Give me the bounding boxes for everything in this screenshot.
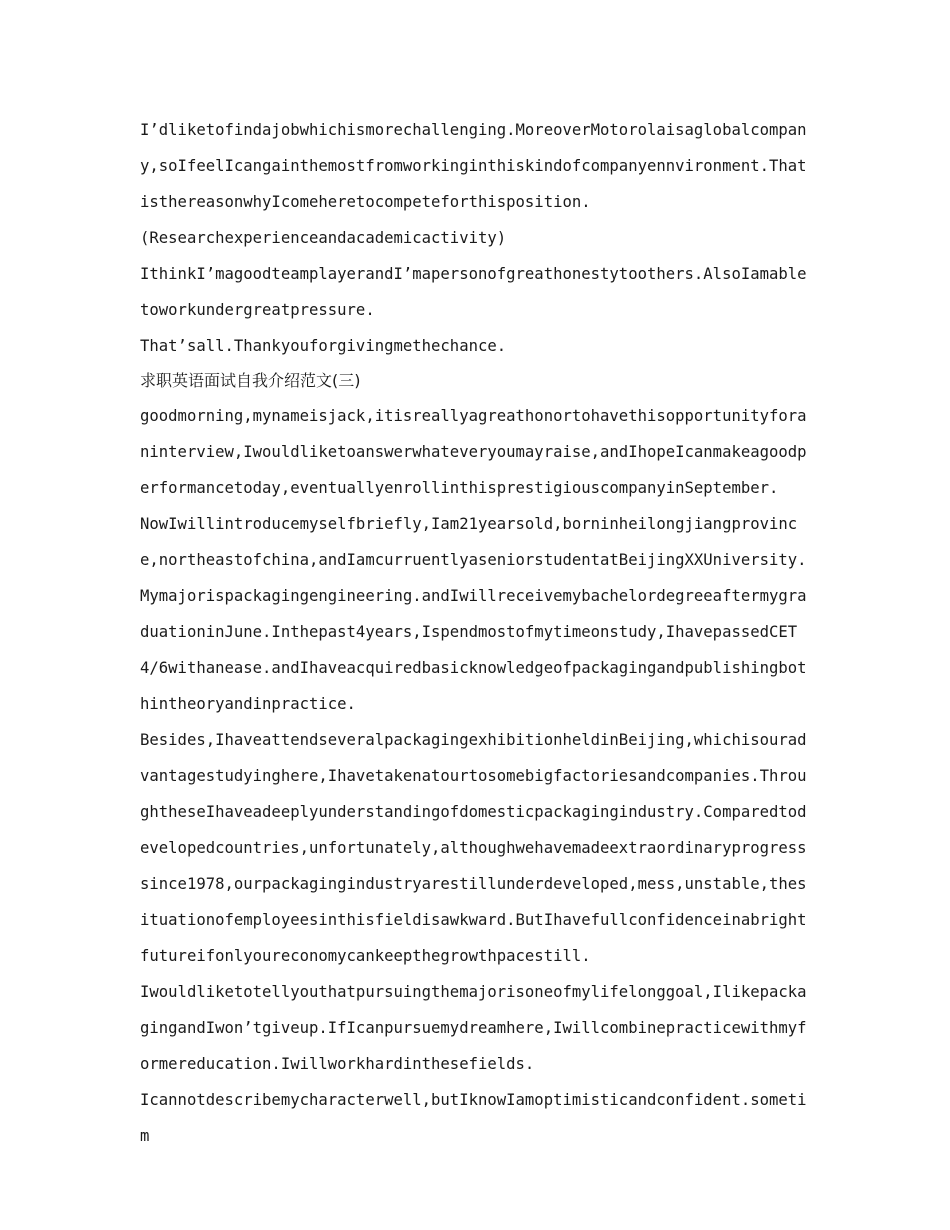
paragraph-goal: Iwouldliketotellyouthatpursuingthemajorisoneofmylifelonggoal,IlikepackagingandIwon’tgiveup.IfIcanpursuemydreamhere,Iwillcombinepracticewithmyformereducation.Iwillworkhardinthesefields. <box>140 983 807 1073</box>
paragraph-character: Icannotdescribemycharacterwell,butIknowIamoptimisticandconfident.sometim <box>140 1091 807 1145</box>
paragraph-closing: That’sall.Thankyouforgivingmethechance. <box>140 337 507 355</box>
paragraph-introduction: NowIwillintroducemyselfbriefly,Iam21yearsold,borninheilongjiangprovince,northeastofchina,andIamcurruentlyaseniorstudentatBeijingXXUniversity.Mymajorispackagingengineering.andIwillreceivemybachelordegreeaftermygraduationinJune.Inthepast4years,Ispendmostofmytimeonstudy,IhavepassedCET4/6withanease.andIhaveacquiredbasicknowledgeofpackagingandpublishingbothintheoryandinpractice. <box>140 515 807 713</box>
paragraph-motivation: I’dliketofindajobwhichismorechallenging.MoreoverMotorolaisaglobalcompany,soIfeelIcangainthemostfromworkinginthiskindofcompanyennvironment.ThatisthereasonwhyIcomeheretocompeteforthisposition. <box>140 121 807 211</box>
document-body <box>140 112 812 1154</box>
paragraph-experience: Besides,IhaveattendseveralpackagingexhibitionheldinBeijing,whichisouradvantagestudyinghere,Ihavetakenatourtosomebigfactoriesandcompanies.ThroughtheseIhaveadeeplyunderstandingofdomesticpackagingindustry.Comparedtodevelopedcountries,unfortunately,althoughwehavemadeextraordinaryprogresssince1978,ourpackagingindustryarestillunderdeveloped,mess,unstable,thesituationofemployeesinthisfieldisawkward.ButIhavefullconfidenceinabrightfutureifonlyoureconomycankeepthegrowthpacestill. <box>140 731 807 965</box>
paragraph-greeting: goodmorning,mynameisjack,itisreallyagreathonortohavethisopportunityforaninterview,Iwouldliketoanswerwhateveryoumayraise,andIhopeIcanmakeagoodperformancetoday,eventuallyenrollinthisprestigiouscompanyinSeptember. <box>140 407 807 497</box>
paragraph-teamwork: IthinkI’magoodteamplayerandI’mapersonofgreathonestytoothers.AlsoIamabletoworkundergreatpressure. <box>140 265 807 319</box>
paragraph-section-note: (Researchexperienceandacademicactivity) <box>140 229 507 247</box>
section-heading: 求职英语面试自我介绍范文(三) <box>140 371 361 390</box>
